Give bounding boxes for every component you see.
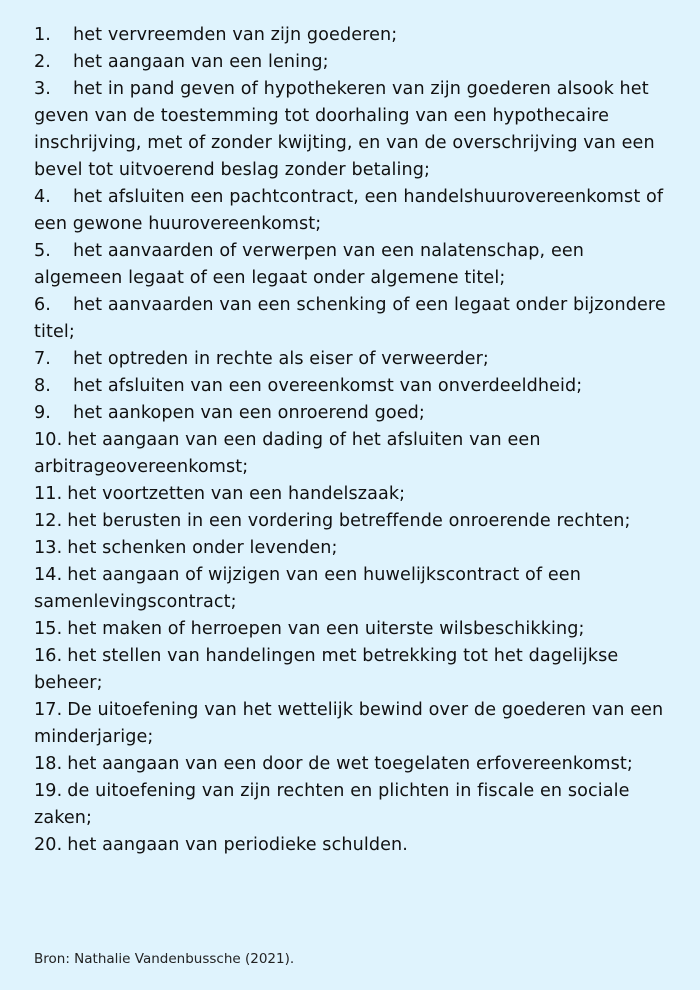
item-text: het aangaan van een door de wet toegelaten erfovereenkomst; [67, 754, 633, 774]
item-number: 14. [34, 565, 63, 585]
source-citation: Bron: Nathalie Vandenbussche (2021). [34, 951, 295, 967]
item-number: 7. [34, 349, 51, 369]
item-number: 12. [34, 511, 63, 531]
item-number: 4. [34, 187, 51, 207]
item-text: het voortzetten van een handelszaak; [67, 484, 406, 504]
item-text: het aangaan van een lening; [73, 52, 329, 72]
list-item [34, 508, 674, 535]
item-text: het stellen van handelingen met betrekking tot het dagelijkse beheer; [34, 646, 619, 693]
item-text: het maken of herroepen van een uiterste wilsbeschikking; [67, 619, 585, 639]
item-number: 3. [34, 79, 51, 99]
list-item [34, 49, 674, 76]
item-text: het aanvaarden van een schenking of een legaat onder bijzondere titel; [34, 295, 666, 342]
item-number: 5. [34, 241, 51, 261]
list-item [34, 76, 674, 184]
item-number: 8. [34, 376, 51, 396]
item-number: 19. [34, 781, 63, 801]
item-number: 11. [34, 484, 63, 504]
item-text: het afsluiten een pachtcontract, een handelshuurovereenkomst of een gewone huurovereenkomst; [34, 187, 664, 234]
list-item [34, 238, 674, 292]
item-number: 10. [34, 430, 63, 450]
item-text: het aangaan of wijzigen van een huwelijkscontract of een samenlevingscontract; [34, 565, 581, 612]
numbered-list [34, 22, 674, 859]
list-item [34, 535, 674, 562]
item-text: het aangaan van periodieke schulden. [67, 835, 408, 855]
item-number: 9. [34, 403, 51, 423]
item-text: het aankopen van een onroerend goed; [73, 403, 425, 423]
item-number: 1. [34, 25, 51, 45]
list-item [34, 697, 674, 751]
list-item [34, 481, 674, 508]
list-item [34, 562, 674, 616]
list-item [34, 400, 674, 427]
list-item [34, 832, 674, 859]
item-text: het optreden in rechte als eiser of verweerder; [73, 349, 489, 369]
item-text: de uitoefening van zijn rechten en plichten in fiscale en sociale zaken; [34, 781, 630, 828]
list-item [34, 22, 674, 49]
list-item [34, 643, 674, 697]
item-text: het berusten in een vordering betreffende onroerende rechten; [67, 511, 631, 531]
list-item [34, 184, 674, 238]
item-number: 16. [34, 646, 63, 666]
item-number: 18. [34, 754, 63, 774]
item-text: het aanvaarden of verwerpen van een nalatenschap, een algemeen legaat of een legaat onder algemene titel; [34, 241, 585, 288]
list-item [34, 616, 674, 643]
list-item [34, 427, 674, 481]
item-text: het aangaan van een dading of het afsluiten van een arbitrageovereenkomst; [34, 430, 541, 477]
item-number: 2. [34, 52, 51, 72]
list-item [34, 373, 674, 400]
list-item [34, 346, 674, 373]
item-number: 6. [34, 295, 51, 315]
item-number: 20. [34, 835, 63, 855]
list-item [34, 292, 674, 346]
list-item [34, 751, 674, 778]
item-text: het vervreemden van zijn goederen; [73, 25, 398, 45]
item-text: het in pand geven of hypothekeren van zijn goederen alsook het geven van de toestemming tot doorhaling van een hypothecaire inschrijving, met of zonder kwijting, en van de overschrijving van een bevel tot uitvoerend beslag zonder betaling; [34, 79, 655, 180]
item-number: 15. [34, 619, 63, 639]
item-text: het afsluiten van een overeenkomst van onverdeeldheid; [73, 376, 583, 396]
item-text: het schenken onder levenden; [67, 538, 338, 558]
item-text: De uitoefening van het wettelijk bewind over de goederen van een minderjarige; [34, 700, 664, 747]
item-number: 13. [34, 538, 63, 558]
item-number: 17. [34, 700, 63, 720]
list-item [34, 778, 674, 832]
